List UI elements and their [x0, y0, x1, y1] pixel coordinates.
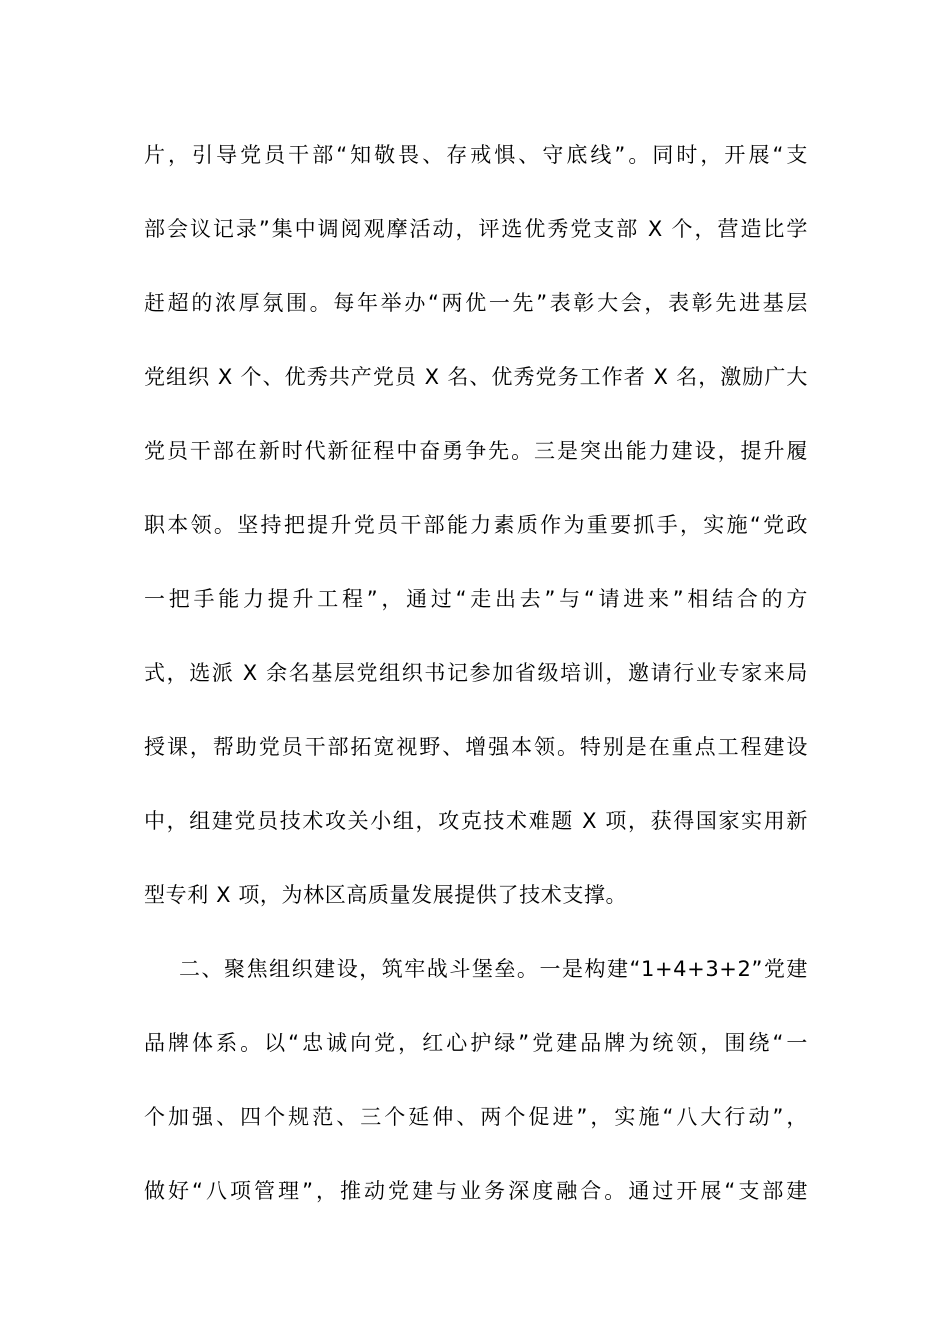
text-line: 一把手能力提升工程”，通过“走出去”与“请进来”相结合的方 [144, 587, 808, 611]
text-line: 部会议记录”集中调阅观摩活动，评选优秀党支部 X 个，营造比学 [144, 217, 808, 241]
body-text [144, 118, 808, 1228]
section-heading-line: 二、聚焦组织建设，筑牢战斗堡垒。一是构建“1+4+3+2”党建 [179, 957, 808, 981]
text-line: 个加强、四个规范、三个延伸、两个促进”，实施“八大行动”， [144, 1105, 808, 1129]
text-line: 做好“八项管理”，推动党建与业务深度融合。通过开展“支部建 [144, 1179, 808, 1203]
text-line: 品牌体系。以“忠诚向党，红心护绿”党建品牌为统领，围绕“一 [144, 1031, 808, 1055]
text-line: 授课，帮助党员干部拓宽视野、增强本领。特别是在重点工程建设 [144, 735, 808, 759]
text-line: 中，组建党员技术攻关小组，攻克技术难题 X 项，获得国家实用新 [144, 809, 808, 833]
text-line: 赶超的浓厚氛围。每年举办“两优一先”表彰大会，表彰先进基层 [144, 291, 808, 315]
text-line: 党组织 X 个、优秀共产党员 X 名、优秀党务工作者 X 名，激励广大 [144, 365, 808, 389]
text-line: 式，选派 X 余名基层党组织书记参加省级培训，邀请行业专家来局 [144, 661, 808, 685]
text-line: 职本领。坚持把提升党员干部能力素质作为重要抓手，实施“党政 [144, 513, 808, 537]
paragraph-last-line: 型专利 X 项，为林区高质量发展提供了技术支撑。 [144, 883, 628, 907]
text-line: 片，引导党员干部“知敬畏、存戒惧、守底线”。同时，开展“支 [144, 143, 808, 167]
text-line: 党员干部在新时代新征程中奋勇争先。三是突出能力建设，提升履 [144, 439, 808, 463]
